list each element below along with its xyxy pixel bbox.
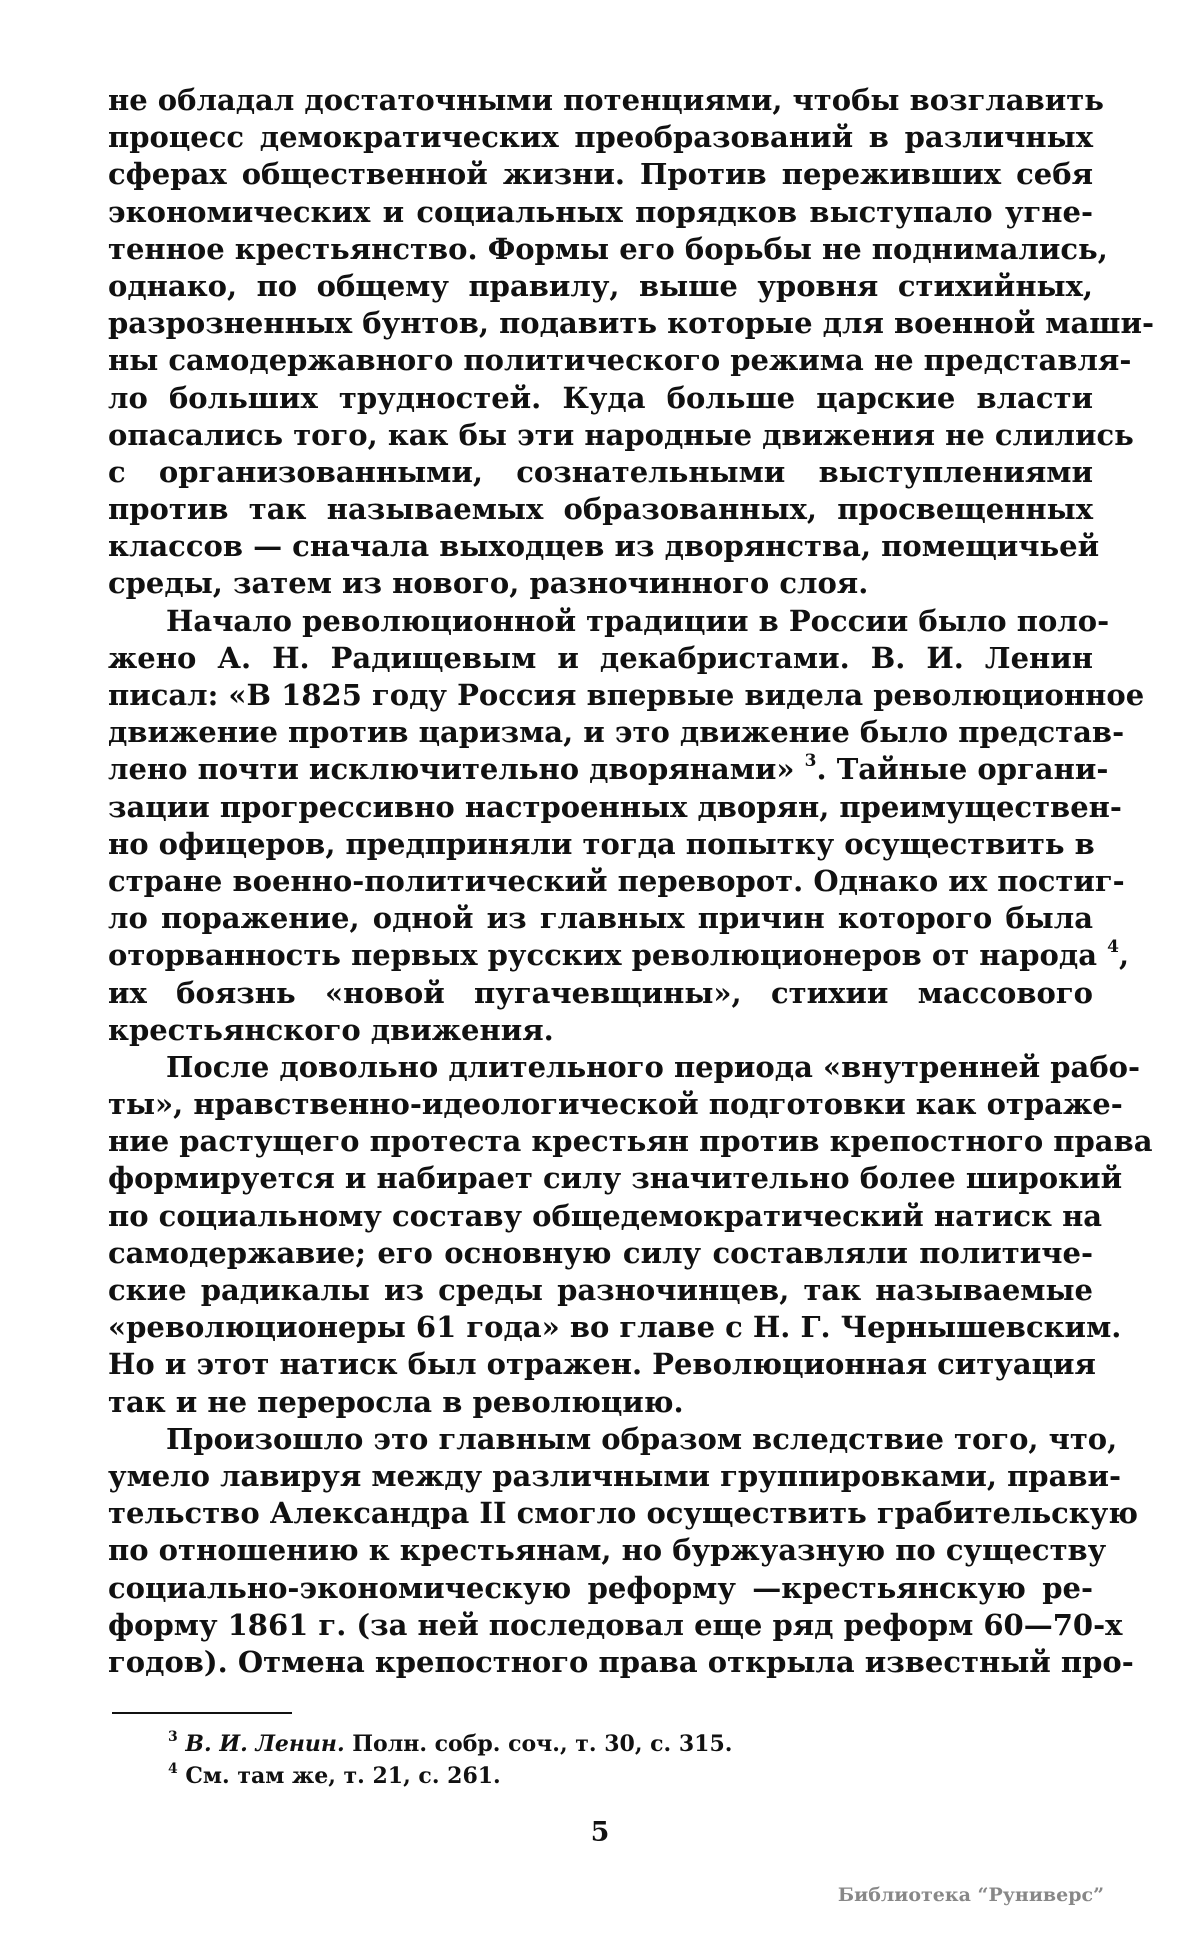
text-line: ты», нравственно-идеологической подготовки как отраже- xyxy=(108,1087,1123,1122)
footnote-author: В. И. Ленин. xyxy=(185,1731,345,1757)
text-line: писал: «В 1825 году Россия впервые видела революционное xyxy=(108,678,1145,712)
text-line: годов). Отмена крепостного права открыла известный про- xyxy=(108,1644,1134,1679)
text-line: зации прогрессивно настроенных дворян, преимуществен- xyxy=(108,789,1122,824)
text-line xyxy=(108,751,1109,788)
text-line: разрозненных бунтов, подавить которые для военной маши- xyxy=(108,306,1154,341)
footnotes xyxy=(168,1728,1068,1792)
text-segment: оторванность первых русских революционеров от народа xyxy=(108,938,1098,973)
text-line: крестьянского движения. xyxy=(108,1012,554,1047)
text-line: ло поражение, одной из главных причин которого была xyxy=(108,901,1093,936)
text-line: ние растущего протеста крестьян против крепостного права xyxy=(108,1124,1153,1159)
text-line: «революционеры 61 года» во главе с Н. Г. Чернышевским. xyxy=(108,1310,1122,1345)
text-line: формируется и набирает силу значительно более широкий xyxy=(108,1161,1123,1196)
main-text xyxy=(108,82,1154,1681)
text-line: но офицеров, предприняли тогда попытку осуществить в xyxy=(108,826,1095,861)
text-line: с организованными, сознательными выступлениями xyxy=(108,454,1093,489)
text-line: по отношению к крестьянам, но буржуазную по существу xyxy=(108,1533,1107,1568)
text-segment: лено почти исключительно дворянами» xyxy=(108,752,795,787)
footnote-4 xyxy=(168,1760,1068,1792)
text-line: сферах общественной жизни. Против переживших себя xyxy=(108,157,1093,192)
footnote-3 xyxy=(168,1728,1068,1760)
text-segment: . Тайные органи- xyxy=(816,752,1109,787)
text-line: Но и этот натиск был отражен. Революционная ситуация xyxy=(108,1347,1096,1382)
text-line: социально-экономическую реформу —крестьянскую ре- xyxy=(108,1570,1093,1605)
footnote-text: Полн. собр. соч., т. 30, с. 315. xyxy=(344,1731,733,1757)
footnote-ref[interactable]: 4 xyxy=(1107,937,1119,958)
text-line: опасались того, как бы эти народные движения не слились xyxy=(108,417,1134,452)
text-line: процесс демократических преобразований в различных xyxy=(108,120,1093,155)
text-line: классов — сначала выходцев из дворянства, помещичьей xyxy=(108,529,1100,564)
text-segment: , xyxy=(1118,938,1130,973)
text-line: После довольно длительного периода «внутренней рабо- xyxy=(166,1049,1141,1084)
text-line xyxy=(108,937,1130,974)
text-line: движение против царизма, и это движение было представ- xyxy=(108,715,1125,750)
text-line: среды, затем из нового, разночинного слоя. xyxy=(108,566,869,601)
text-line: жено А. Н. Радищевым и декабристами. В. И. Ленин xyxy=(108,640,1093,675)
page-number: 5 xyxy=(590,1817,610,1848)
text-line: однако, по общему правилу, выше уровня стихийных, xyxy=(108,268,1093,303)
library-watermark: Библиотека “Руниверс” xyxy=(837,1884,1104,1906)
footnote-text: См. там же, т. 21, с. 261. xyxy=(177,1763,501,1789)
footnote-number: 3 xyxy=(168,1729,178,1745)
text-line: стране военно-политический переворот. Однако их постиг- xyxy=(108,863,1125,898)
text-line: против так называемых образованных, просвещенных xyxy=(108,492,1093,527)
text-line: не обладал достаточными потенциями, чтобы возглавить xyxy=(108,83,1104,117)
text-line: ло больших трудностей. Куда больше царские власти xyxy=(108,380,1093,415)
text-line: ны самодержавного политического режима не представля- xyxy=(108,343,1132,378)
text-line: ские радикалы из среды разночинцев, так называемые xyxy=(108,1273,1093,1307)
text-line: самодержавие; его основную силу составляли политиче- xyxy=(108,1235,1093,1270)
text-line: их боязнь «новой пугачевщины», стихии массового xyxy=(108,975,1093,1010)
text-line: экономических и социальных порядков выступало угне- xyxy=(108,194,1093,229)
text-line: тельство Александра II смогло осуществить грабительскую xyxy=(108,1496,1139,1531)
footnote-divider xyxy=(112,1712,292,1714)
text-line: так и не переросла в революцию. xyxy=(108,1384,684,1419)
text-line: по социальному составу общедемократический натиск на xyxy=(108,1198,1103,1233)
text-line: тенное крестьянство. Формы его борьбы не поднимались, xyxy=(108,231,1108,266)
footnote-ref[interactable]: 3 xyxy=(804,751,817,772)
text-line: Начало революционной традиции в России было поло- xyxy=(166,603,1110,638)
text-line: умело лавируя между различными группировками, прави- xyxy=(108,1458,1122,1493)
text-line: форму 1861 г. (за ней последовал еще ряд реформ 60—70-х xyxy=(108,1607,1123,1642)
footnote-number: 4 xyxy=(168,1761,178,1777)
text-line: Произошло это главным образом вследствие того, что, xyxy=(166,1421,1118,1456)
